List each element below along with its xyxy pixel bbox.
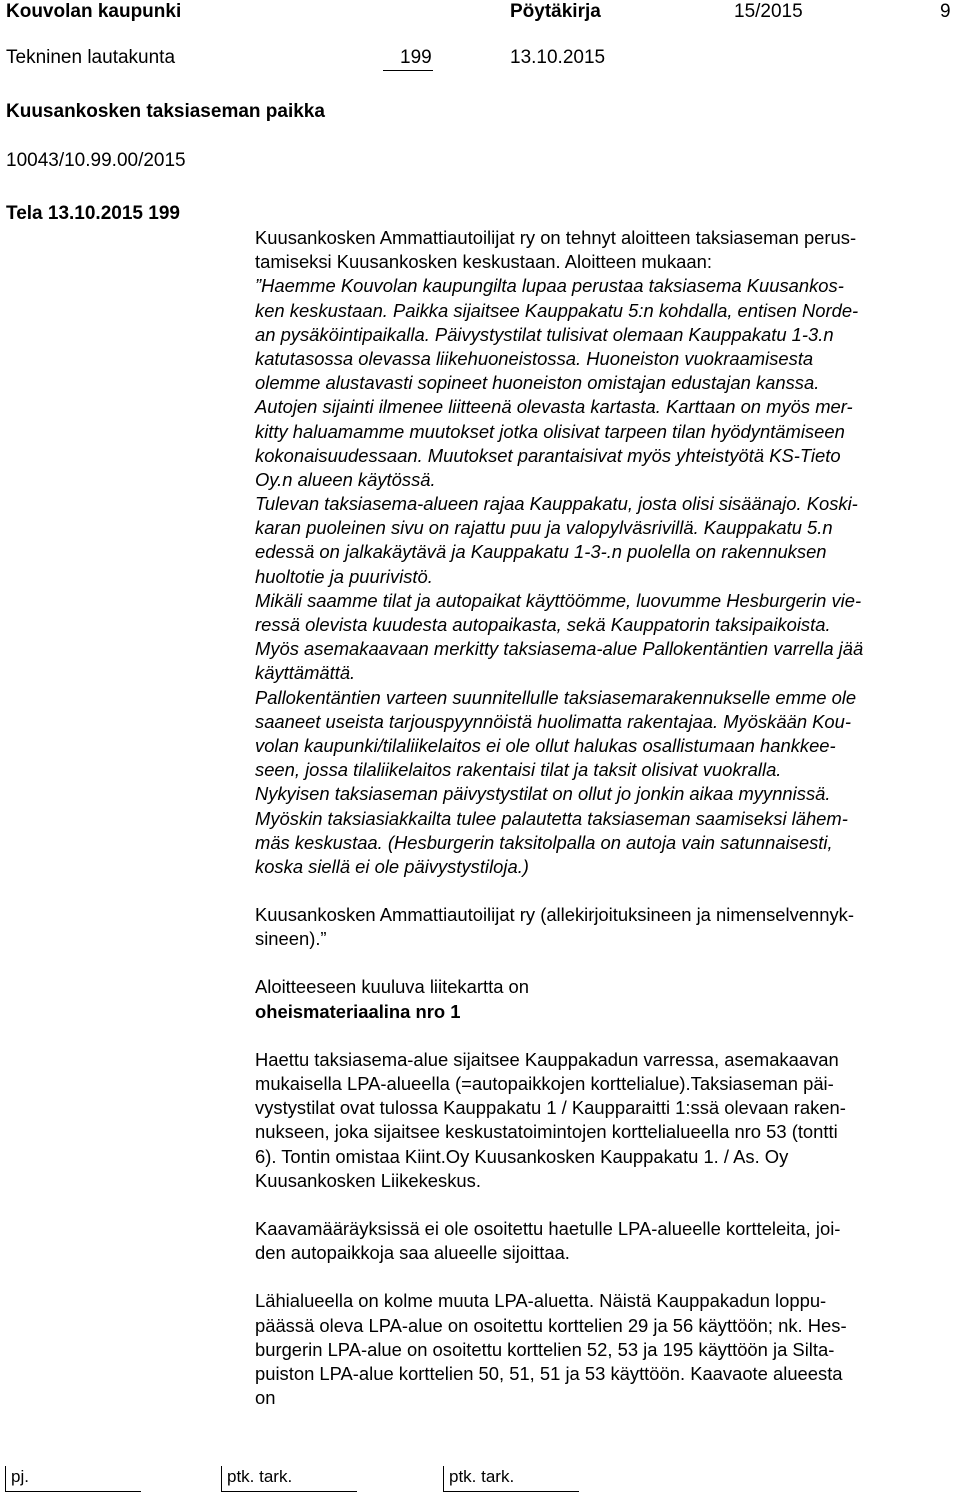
text-line: kitty haluamamme muutokset jotka olisivat tarpeen tilan hyödyntämiseen [255, 420, 845, 442]
text-line: puiston LPA-alue korttelien 50, 51, 51 ja 53 käyttöön. Kaavaote alueesta [255, 1362, 843, 1384]
document-number: 15/2015 [734, 1, 803, 22]
section-number: 199 [400, 47, 432, 68]
footer-tick-3 [443, 1466, 444, 1492]
checker2-signature-line [443, 1491, 579, 1492]
organization-name: Kouvolan kaupunki [6, 1, 182, 22]
text-line: edessä on jalkakäytävä ja Kauppakatu 1-3-.n puolella on rakennuksen [255, 541, 827, 563]
checker1-signature-label: ptk. tark. [227, 1467, 293, 1486]
text-line: katutasossa olevassa liikehuoneistossa. Huoneiston vuokraamisesta [255, 347, 814, 369]
text-line: on [255, 1387, 276, 1409]
board-name: Tekninen lautakunta [6, 47, 176, 68]
checker1-signature-line [221, 1491, 357, 1492]
text-line: den autopaikkoja saa alueelle sijoittaa. [255, 1242, 570, 1264]
text-line: ken keskustaan. Paikka sijaitsee Kauppakatu 5:n kohdalla, entisen Norde- [255, 299, 859, 321]
text-line: ressä olevista kuudesta autopaikasta, sekä Kauppatorin taksipaikoista. [255, 614, 831, 635]
text-line: Oy.n alueen käytössä. [255, 468, 436, 490]
text-line: 6). Tontin omistaa Kiint.Oy Kuusankosken Kauppakatu 1. / As. Oy [255, 1145, 789, 1167]
text-line: Kaavamääräyksissä ei ole osoitettu haetulle LPA-alueelle kortteleita, joi- [255, 1217, 841, 1239]
text-line: saaneet useista tarjouspyynnöistä huolimatta rakentajaa. Myöskään Kou- [255, 710, 851, 732]
chairman-signature-label: pj. [11, 1467, 29, 1486]
text-line: seen, jossa tilaliikelaitos rakentaisi tilat ja taksit olisivat vuokralla. [255, 759, 782, 781]
text-line: olemme alustavasti sopineet huoneiston omistajan edustajan kanssa. [255, 372, 820, 394]
text-line: volan kaupunki/tilaliikelaitos ei ole ollut halukas osallistumaan hankkee- [255, 734, 836, 756]
text-line: karan puoleinen sivu on rajattu puu ja valopylväsrivillä. Kauppakatu 5.n [255, 517, 833, 539]
paragraph-nearby-areas [255, 1289, 955, 1410]
text-line: Nykyisen taksiaseman päivystystilat on ollut jo jonkin aikaa myynnissä. [255, 783, 831, 805]
text-line: sineen).” [255, 928, 327, 950]
section-underline [383, 70, 433, 71]
text-line: Pallokentäntien varteen suunnitellulle taksiasemarakennukselle emme ole [255, 686, 857, 708]
text-line: Autojen sijainti ilmenee liitteenä olevasta kartasta. Karttaan on myös mer- [255, 396, 853, 418]
initiative-quote [255, 274, 955, 879]
checker2-signature-label: ptk. tark. [449, 1467, 515, 1486]
text-line: mukaisella LPA-alueella (=autopaikkojen korttelialue).Taksiaseman päi- [255, 1073, 834, 1094]
text-line: huoltotie ja puurivistö. [255, 565, 433, 587]
text-line: tamiseksi Kuusankosken keskustaan. Aloitteen mukaan: [255, 251, 712, 273]
text-line: burgerin LPA-alue on osoitettu korttelien 52, 53 ja 195 käyttöön ja Silta- [255, 1338, 835, 1360]
text-line: vystystilat ovat tulossa Kauppakatu 1 / Kaupparaitti 1:ssä olevaan raken- [255, 1097, 846, 1119]
text-line: Kuusankosken Liikekeskus. [255, 1169, 481, 1191]
text-line: ”Haemme Kouvolan kaupungilta lupaa perustaa taksiasema Kuusankos- [255, 275, 844, 297]
footer-tick-2 [221, 1466, 222, 1492]
text-line: nukseen, joka sijaitsee keskustatoimintojen korttelialueella nro 53 (tontti [255, 1121, 838, 1143]
text-line: päässä oleva LPA-alue on osoitettu korttelien 29 ja 56 käyttöön; nk. Hes- [255, 1314, 847, 1336]
text-line: kokonaisuudessaan. Muutokset parantaisivat myös yhteistyötä KS-Tieto [255, 444, 841, 466]
meeting-reference: Tela 13.10.2015 199 [6, 203, 180, 224]
attachment-reference: oheismateriaalina nro 1 [255, 1000, 461, 1022]
body-column [255, 226, 955, 1410]
signature-block [255, 903, 955, 951]
text-line: an pysäköintipaikalla. Päivystystilat tulisivat olemaan Kauppakatu 1-3.n [255, 323, 834, 345]
text-line: Kuusankosken Ammattiautoilijat ry on tehnyt aloitteen taksiaseman perus- [255, 227, 857, 248]
text-line: käyttämättä. [255, 662, 356, 684]
text-line: koska siellä ei ole päivystystiloja.) [255, 855, 529, 877]
text-line: mäs keskustaa. (Hesburgerin taksitolpalla on autoja vain satunnaisesti, [255, 831, 833, 853]
chairman-signature-line [5, 1491, 141, 1492]
page-number: 9 [940, 1, 951, 22]
initiative-intro [255, 226, 955, 274]
text-line: Kuusankosken Ammattiautoilijat ry (allekirjoituksineen ja nimenselvennyk- [255, 904, 854, 926]
text-line: Tulevan taksiasema-alueen rajaa Kauppakatu, josta olisi sisäänajo. Koski- [255, 493, 858, 515]
page-title: Kuusankosken taksiaseman paikka [6, 101, 325, 122]
paragraph-regulations [255, 1217, 955, 1265]
meeting-date: 13.10.2015 [510, 47, 606, 68]
document-type: Pöytäkirja [510, 1, 601, 22]
text-line: Lähialueella on kolme muuta LPA-aluetta. Näistä Kauppakadun loppu- [255, 1290, 827, 1312]
text-line: Myöskin taksiasiakkailta tulee palautetta taksiaseman saamiseksi lähem- [255, 807, 848, 829]
attachment-line: Aloitteeseen kuuluva liitekartta on [255, 976, 529, 998]
text-line: Mikäli saamme tilat ja autopaikat käyttöömme, luovumme Hesburgerin vie- [255, 589, 862, 611]
footer-tick-1 [5, 1466, 6, 1492]
text-line: Myös asemakaavaan merkitty taksiasema-alue Pallokentäntien varrella jää [255, 638, 864, 660]
paragraph-location [255, 1048, 955, 1193]
case-number: 10043/10.99.00/2015 [6, 150, 186, 171]
text-line: Haettu taksiasema-alue sijaitsee Kauppakadun varressa, asemakaavan [255, 1048, 839, 1070]
